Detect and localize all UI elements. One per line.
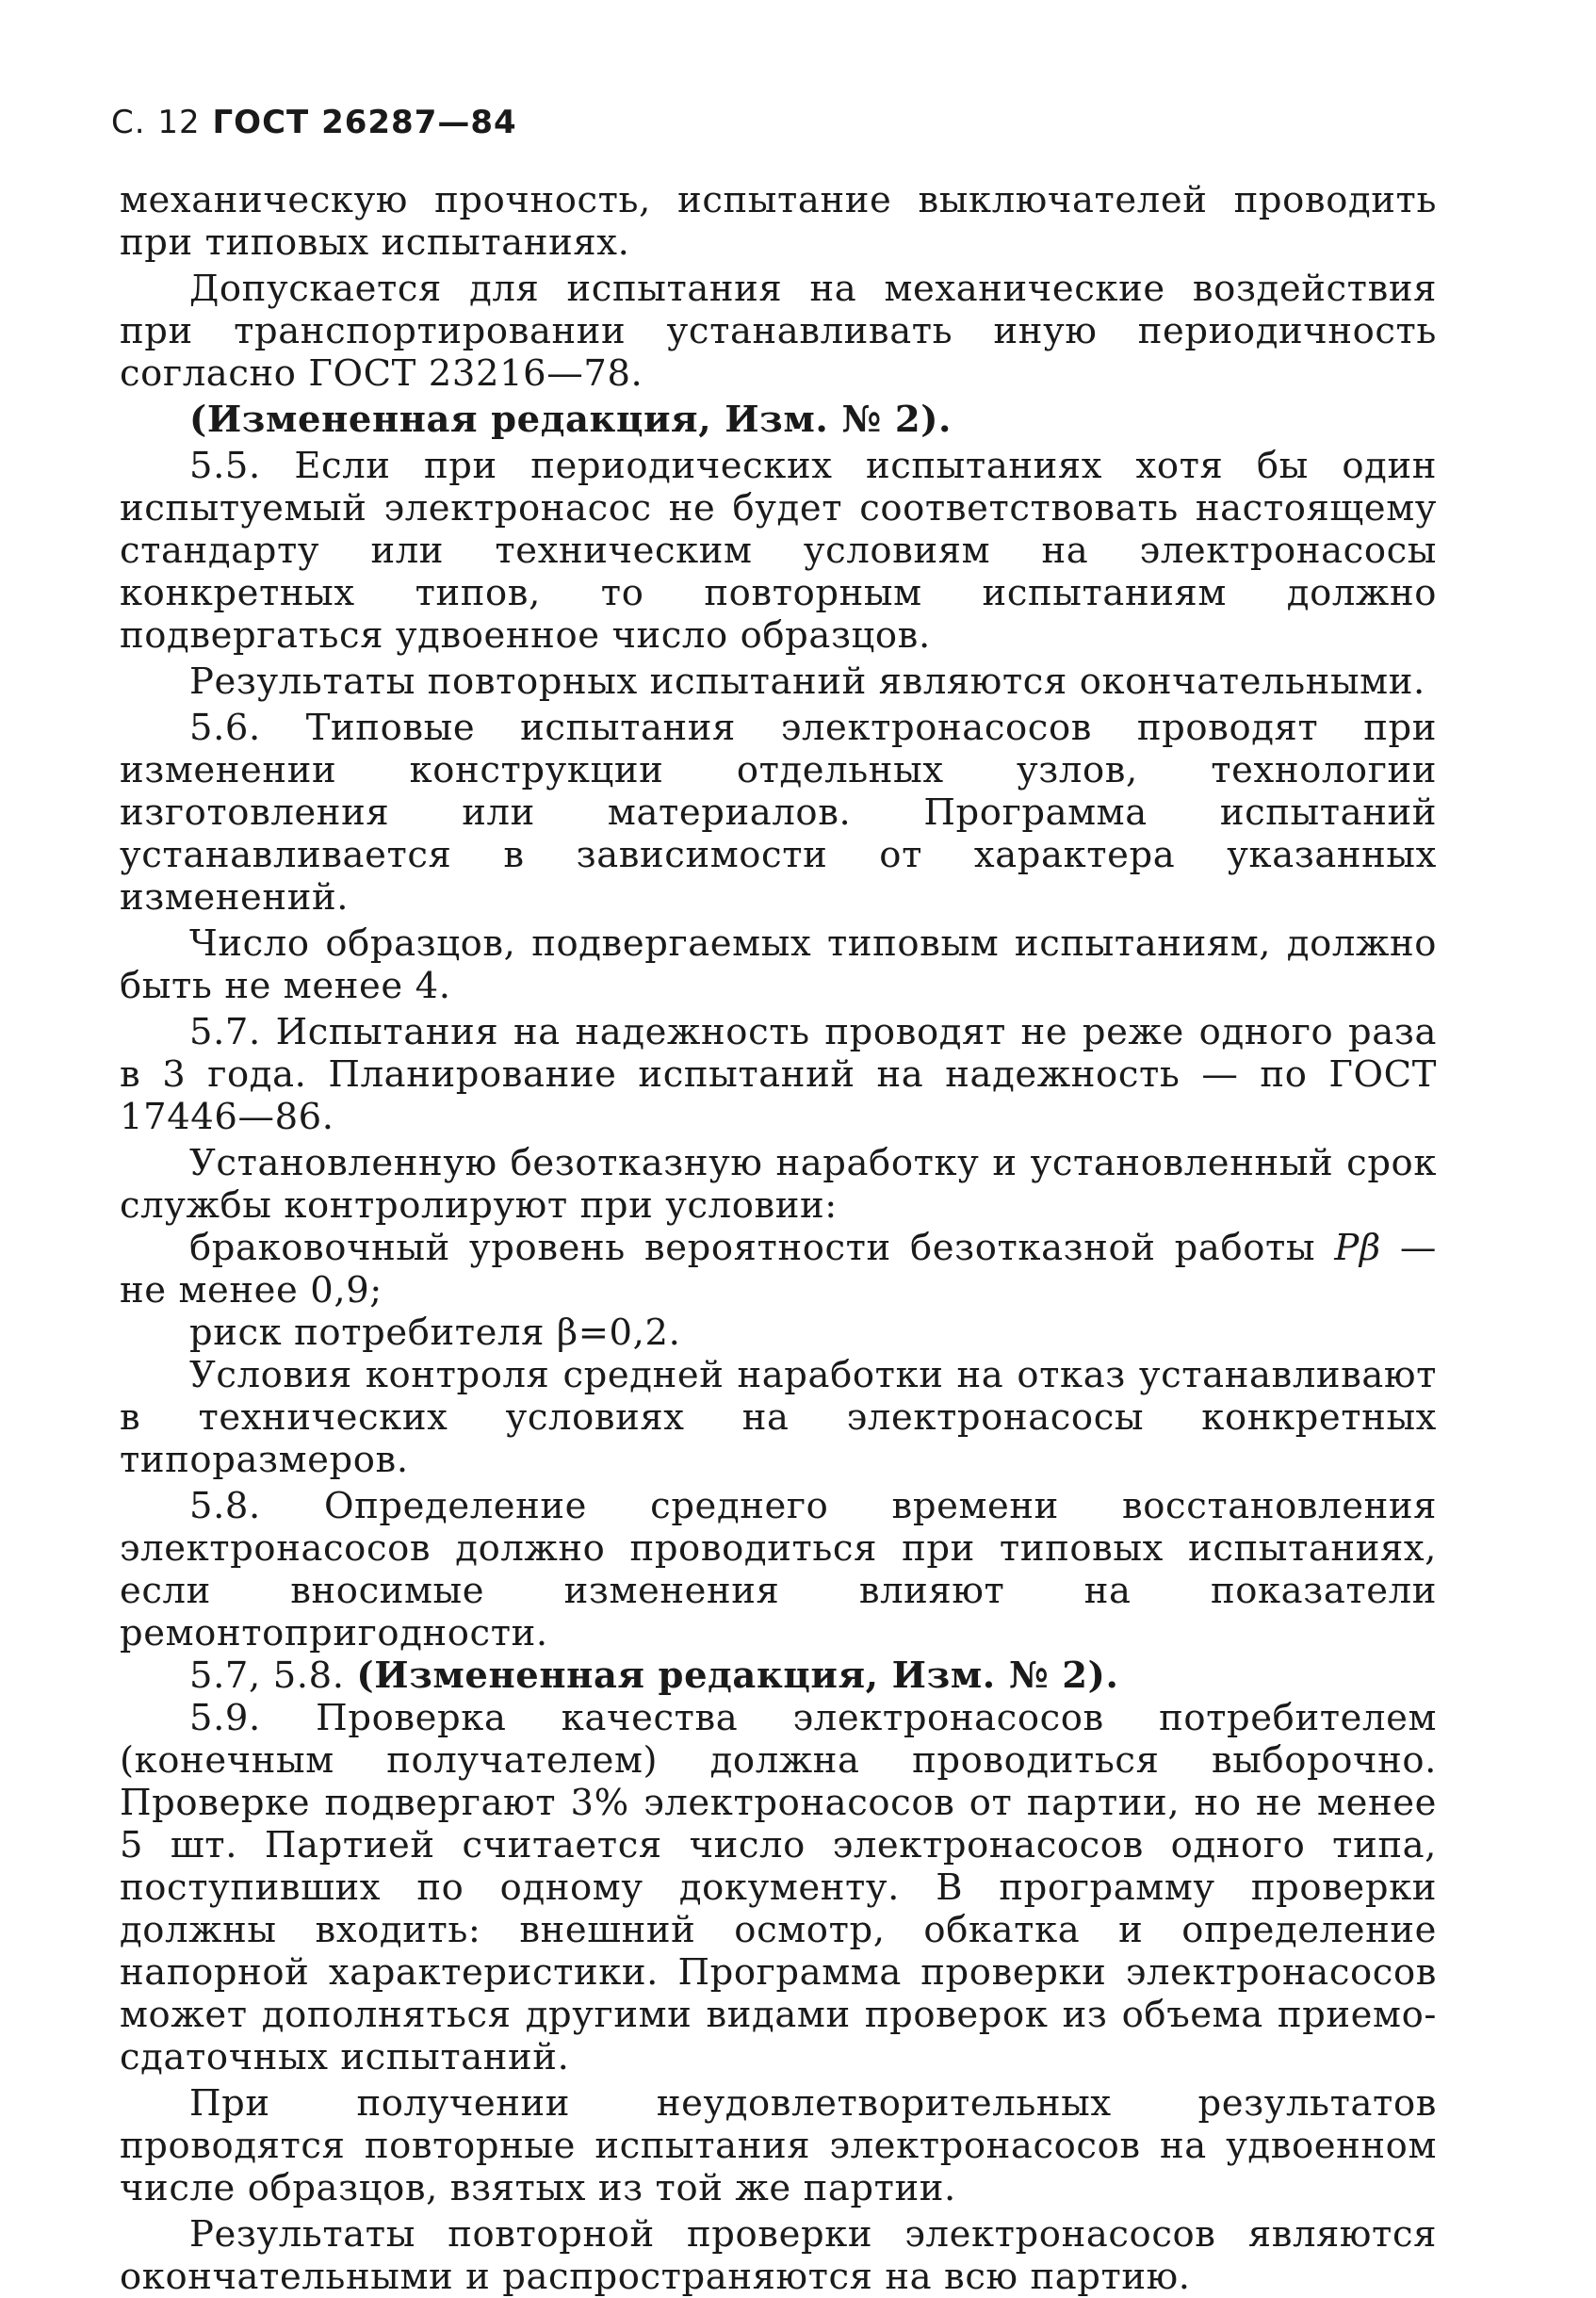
paragraph: Результаты повторных испытаний являются окончательными.: [189, 660, 1425, 703]
clause-5-6: 5.6. Типовые испытания электронасосов проводят при изменении конструкции отдельных узлов, технологии изготовления или материалов. Программа испытаний устанавливается в зависимости от характера указанных изменений.: [120, 707, 1437, 919]
page-header: [111, 104, 517, 141]
amendment-note: [120, 1654, 1437, 1697]
amendment-note: (Измененная редакция, Изм. № 2).: [189, 399, 953, 441]
paragraph: Результаты повторной проверки электронасосов являются окончательными и распространяются на всю партию.: [120, 2213, 1437, 2298]
amendment-label: (Измененная редакция, Изм. № 2).: [356, 1654, 1119, 1697]
clause-5-8: 5.8. Определение среднего времени восстановления электронасосов должно проводиться при типовых испытаниях, если вносимые изменения влияют на показатели ремонтопригодности.: [120, 1485, 1437, 1654]
condition-tail: — не менее 0,9;: [120, 1227, 1438, 1312]
paragraph: Число образцов, подвергаемых типовым испытаниям, должно быть не менее 4.: [120, 922, 1437, 1007]
condition-text: браковочный уровень вероятности безотказной работы: [189, 1227, 1316, 1269]
page-prefix: С.: [111, 104, 146, 141]
clause-5-7: 5.7. Испытания на надежность проводят не реже одного раза в 3 года. Планирование испытаний на надежность — по ГОСТ 17446—86.: [120, 1011, 1437, 1138]
paragraph: Установленную безотказную наработку и установленный срок службы контролируют при условии:: [120, 1142, 1437, 1227]
clause-5-5: 5.5. Если при периодических испытаниях хотя бы один испытуемый электронасос не будет соответствовать настоящему стандарту или техническим условиям на электронасосы конкретных типов, то повторным испытаниям должно подвергаться удвоенное число образцов.: [120, 445, 1437, 657]
probability-symbol: Pβ: [1334, 1227, 1381, 1269]
page-number: 12: [157, 104, 201, 141]
standard-number: ГОСТ 26287—84: [212, 104, 517, 141]
paragraph: При получении неудовлетворительных результатов проводятся повторные испытания электронасосов на удвоенном числе образцов, взятых из той же партии.: [120, 2082, 1437, 2209]
paragraph: Условия контроля средней наработки на отказ устанавливают в технических условиях на электронасосы конкретных типоразмеров.: [120, 1354, 1437, 1481]
condition-item: риск потребителя β=0,2.: [189, 1312, 681, 1354]
amendment-clauses: 5.7, 5.8.: [189, 1654, 345, 1697]
paragraph: механическую прочность, испытание выключателей проводить при типовых испытаниях.: [120, 179, 1437, 264]
condition-item: [120, 1227, 1437, 1312]
paragraph: Допускается для испытания на механические воздействия при транспортировании устанавливать иную периодичность согласно ГОСТ 23216—78.: [120, 268, 1437, 395]
body-text: [120, 179, 1437, 2298]
clause-5-9: 5.9. Проверка качества электронасосов потребителем (конечным получателем) должна проводиться выборочно. Проверке подвергают 3% электронасосов от партии, но не менее 5 шт. Партией считается число электронасосов одного типа, поступивших по одному документу. В программу проверки должны входить: внешний осмотр, обкатка и определение напорной характеристики. Программа проверки электронасосов может дополняться другими видами проверок из объема приемо-сдаточных испытаний.: [120, 1697, 1437, 2078]
